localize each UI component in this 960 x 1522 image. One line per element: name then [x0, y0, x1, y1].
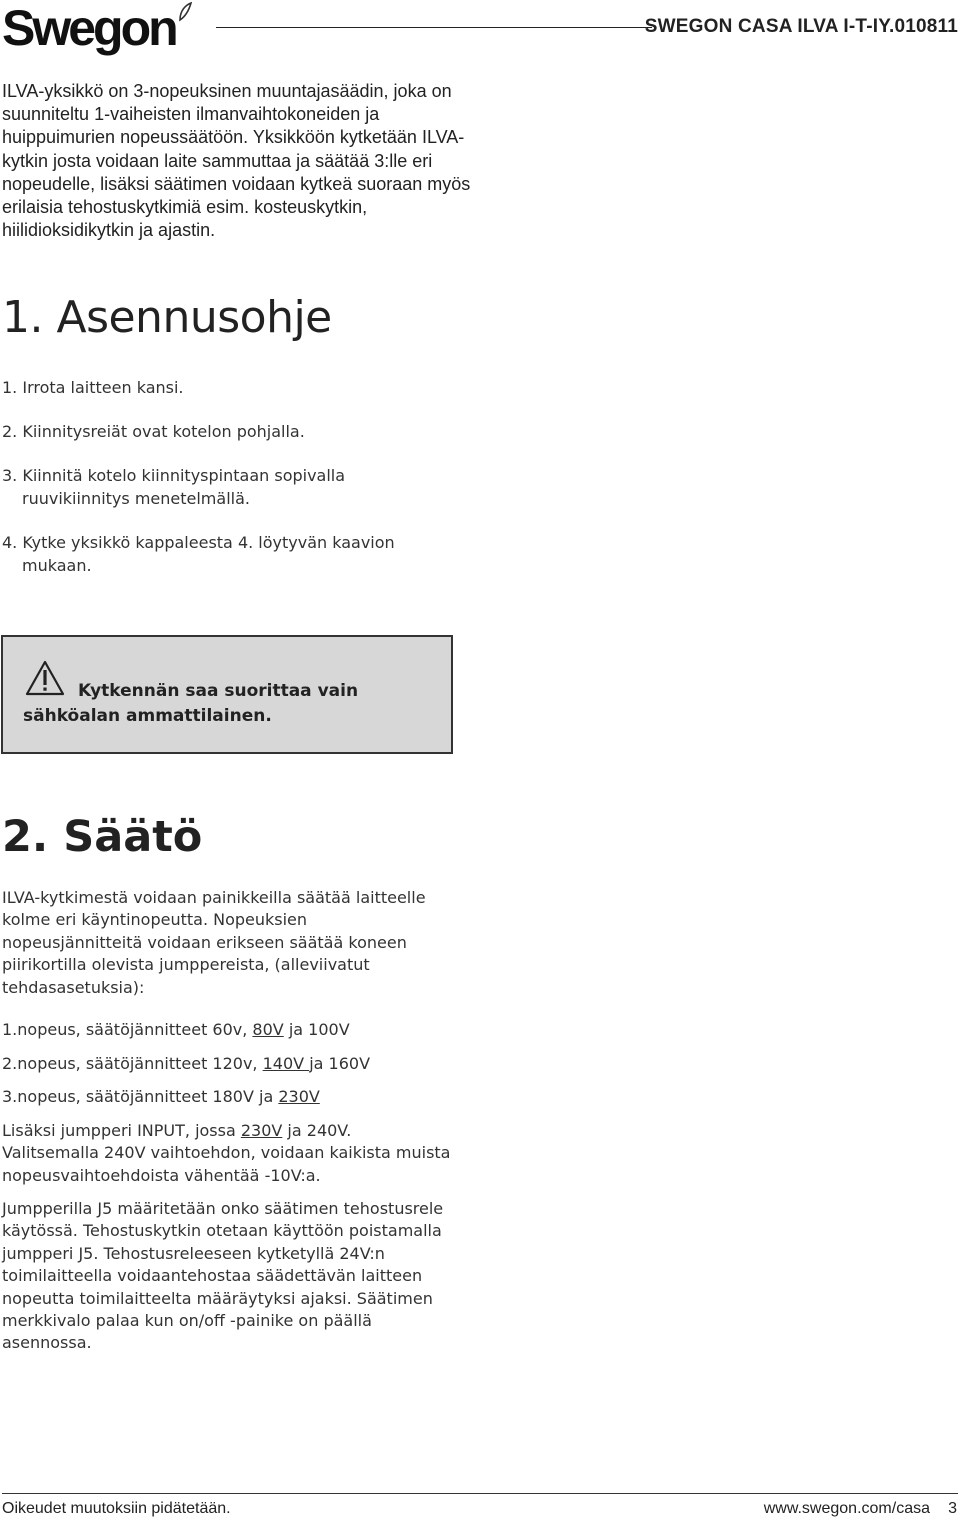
installation-steps: [2, 376, 442, 598]
section-heading-adjustment: 2. Säätö: [2, 812, 203, 862]
input-jumper-paragraph: Lisäksi jumpperi INPUT, jossa 230V ja 240V. Valitsemalla 240V vaihtoehdon, voidaan kaikista muista nopeusvaihtoehdoista vähentää -10V:a.: [2, 1121, 451, 1185]
footer-rule: [2, 1493, 958, 1494]
speed-option-2: 2.nopeus, säätöjännitteet 120v, 140V ja 160V: [2, 1054, 371, 1073]
speed-option-3: 3.nopeus, säätöjännitteet 180V ja 230V: [2, 1087, 320, 1106]
header-rule: [216, 27, 652, 28]
step-item: 4. Kytke yksikkö kappaleesta 4. löytyvän kaavion mukaan.: [2, 533, 395, 575]
step-item: 2. Kiinnitysreiät ovat kotelon pohjalla.: [2, 422, 305, 441]
step-item: 3. Kiinnitä kotelo kiinnityspintaan sopivalla ruuvikiinnitys menetelmällä.: [2, 466, 346, 508]
adjustment-intro: ILVA-kytkimestä voidaan painikkeilla säätää laitteelle kolme eri käyntinopeutta. Nopeuksien nopeusjännitteitä voidaan erikseen säätää koneen piirikortilla olevista jumppereista, (alleviivatut tehdasasetuksia):: [2, 888, 426, 997]
step-item: 1. Irrota laitteen kansi.: [2, 378, 184, 397]
warning-line-1: Kytkennän saa suorittaa vain: [78, 681, 359, 701]
j5-jumper-paragraph: Jumpperilla J5 määritetään onko säätimen tehostusrele käytössä. Tehostuskytkin otetaan käyttöön poistamalla jumpperi J5. Tehostusreleeseen kytketyllä 24V:n toimilaitteella voidaantehostaa säädettävän laitteen nopeutta toimilaitteelta määräytyksi ajaksi. Säätimen merkkivalo palaa kun on/off -painike on päällä asennossa.: [2, 1199, 444, 1353]
section-heading-installation: 1. Asennusohje: [2, 292, 332, 343]
logo-leaf-icon: [178, 2, 192, 22]
intro-paragraph: ILVA-yksikkö on 3-nopeuksinen muuntajasäädin, joka on suunniteltu 1-vaiheisten ilmanvaihtokoneiden ja huippuimurien nopeussäätöön. Yksikköön kytketään ILVA-kytkin josta voidaan laite sammuttaa ja säätää 3:lle eri nopeudelle, lisäksi säätimen voidaan kytkeä suoraan myös erilaisia tehostuskytkimiä esim. kosteuskytkin, hiilidioksidikytkin ja ajastin.: [2, 81, 471, 241]
warning-line-2: sähköalan ammattilainen.: [23, 706, 272, 726]
footer-rights-notice: Oikeudet muutoksiin pidätetään.: [2, 1500, 231, 1517]
swegon-logo: Swegon: [2, 0, 176, 56]
speed-option-1: 1.nopeus, säätöjännitteet 60v, 80V ja 100V: [2, 1020, 350, 1039]
warning-box: [1, 635, 453, 754]
factory-default: 230V: [240, 1121, 283, 1140]
footer-url-link[interactable]: www.swegon.com/casa: [763, 1500, 930, 1517]
page-number: 3: [948, 1500, 957, 1517]
factory-default: 80V: [252, 1020, 284, 1039]
document-code: SWEGON CASA ILVA I-T-IY.010811: [644, 16, 958, 37]
factory-default: 230V: [278, 1087, 320, 1106]
factory-default: 140V: [262, 1054, 310, 1073]
warning-text: [23, 679, 423, 729]
